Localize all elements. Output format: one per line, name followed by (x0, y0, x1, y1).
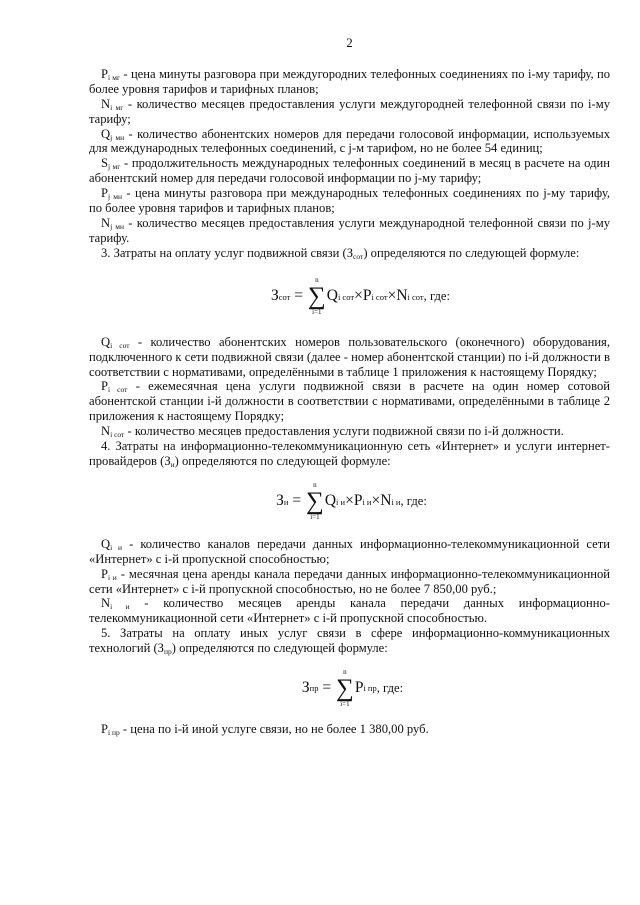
sum-symbol: n ∑ i=1 (335, 667, 354, 708)
definition-q-j-mn: $Q_{j мн}$ - количество абонентских номеров для передачи голосовой информации, используемых для международных телефонных соединений, с j-м тарифом, но не более 54 единиц; (89, 126, 611, 156)
definition-q-i-sot: $Q_{i сот}$ - количество абонентских номеров пользовательского (оконечного) оборудования, подключенного к сети подвижной связи (далее - номер абонентской станции) по i-й должности в соответствии с нормативами, определёнными в таблице 1 приложения к настоящему Порядку; (89, 334, 610, 379)
sum-symbol: n ∑ i=1 (305, 481, 324, 522)
section-4-heading: 4. Затраты на информационно-телекоммуникационную сеть «Интернет» и услуги интернет-провайдеров $(З_и)$ определяются по следующей формуле: (89, 439, 610, 469)
definition-s-j-mg: $S_{j мг}$ - продолжительность международных телефонных соединений в месяц в расчете на один абонентский номер для передачи голосовой информации по j-му тарифу; (89, 156, 610, 186)
formula-mobile-costs: З сот = n ∑ i=1 Q i сот × P i сот × N i сот , где: (271, 276, 450, 317)
section-5-heading: 5. Затраты на оплату иных услуг связи в сфере информационно-коммуникационных технологий $(З_{пр})$ определяются по следующей формуле: (89, 626, 610, 657)
definition-p-i-mg: $P_{i мг}$ - цена минуты разговора при междугородних телефонных соединениях по i-му тарифу, по более уровня тарифов и тарифных планов; (89, 66, 610, 96)
definition-q-i-i: $Q_{i и}$ - количество каналов передачи данных информационно-телекоммуникационной сети «Интернет» с i-й пропускной способностью; (89, 536, 610, 566)
formula-internet-costs: З и = n ∑ i=1 Q i и × P i и × N i и , где: (276, 481, 427, 522)
formula-other-costs: З пр = n ∑ i=1 P i пр , где: (301, 667, 404, 708)
sum-symbol: n ∑ i=1 (307, 276, 326, 317)
definition-p-i-pr: $P_{i пр}$ - цена по i-й иной услуге связи, но не более 1 380,00 руб. (101, 722, 429, 738)
definition-n-j-mn: $N_{j мн}$ - количество месяцев предоставления услуги международной телефонной связи по j-му тарифу. (89, 215, 610, 245)
definition-n-i-i: $N_{i и}$ - количество месяцев аренды канала передачи данных информационно-телекоммуникационной сети «Интернет» с i-й пропускной способностью. (89, 596, 610, 626)
definition-n-i-sot: $N_{i сот}$ - количество месяцев предоставления услуги подвижной связи по i-й должности. (101, 424, 564, 440)
section-3-heading: 3. Затраты на оплату услуг подвижной связи $(З_{сот})$ определяются по следующей формуле: (101, 245, 580, 261)
definition-p-j-mn: $P_{j мн}$ - цена минуты разговора при международных телефонных соединениях по j-му тарифу, по более уровня тарифов и тарифных планов; (89, 186, 610, 216)
definition-n-i-mg: $N_{i мг}$ - количество месяцев предоставления услуги междугородней телефонной связи по i-му тарифу; (89, 96, 611, 126)
definition-p-i-sot: $P_{i сот}$ - ежемесячная цена услуги подвижной связи в расчете на один номер сотовой абонентской станции i-й должности в соответствии с нормативами, определёнными в таблице 2 приложения к настоящему Порядку; (89, 379, 611, 424)
definition-p-i-i: $P_{i и}$ - месячная цена аренды канала передачи данных информационно-телекоммуникационной сети «Интернет» с i-й пропускной способностью, но не более 7 850,00 руб.; (89, 566, 610, 596)
page-number: 2 (346, 35, 353, 50)
